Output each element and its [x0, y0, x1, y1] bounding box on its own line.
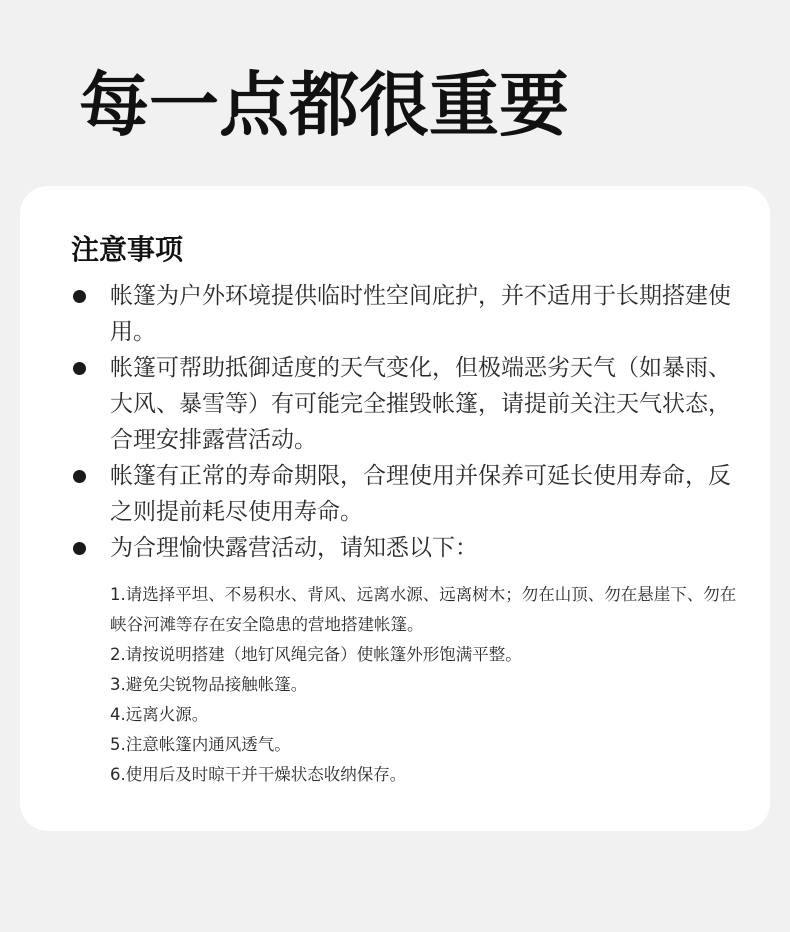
section-title: 注意事项	[71, 233, 184, 266]
tip-item: 2.请按说明搭建（地钉风绳完备）使帐篷外形饱满平整。	[110, 645, 522, 664]
bullet-text: 帐篷有正常的寿命期限，合理使用并保养可延长使用寿命，反之则提前耗尽使用寿命。	[110, 463, 731, 525]
camping-tips-list	[110, 580, 740, 790]
bullet-item	[71, 278, 741, 350]
tip-item: 1.请选择平坦、不易积水、背风、远离水源、远离树木；勿在山顶、勿在悬崖下、勿在峡谷河滩等存在安全隐患的营地搭建帐篷。	[110, 585, 737, 634]
bullet-item	[71, 458, 741, 530]
bullet-dot-icon	[73, 542, 86, 555]
notice-card	[20, 186, 770, 831]
tip-item: 6.使用后及时晾干并干燥状态收纳保存。	[110, 765, 407, 784]
bullet-dot-icon	[73, 470, 86, 483]
bullet-item	[71, 530, 741, 566]
bullet-item	[71, 350, 741, 458]
tip-item: 5.注意帐篷内通风透气。	[110, 735, 291, 754]
bullet-text: 帐篷可帮助抵御适度的天气变化，但极端恶劣天气（如暴雨、大风、暴雪等）有可能完全摧毁帐篷，请提前关注天气状态，合理安排露营活动。	[110, 355, 731, 453]
bullet-dot-icon	[73, 362, 86, 375]
page-title: 每一点都很重要	[79, 64, 569, 146]
tip-item: 4.远离火源。	[110, 705, 209, 724]
notice-bullet-list	[71, 278, 741, 566]
tip-item: 3.避免尖锐物品接触帐篷。	[110, 675, 308, 694]
bullet-text: 为合理愉快露营活动，请知悉以下：	[110, 535, 478, 561]
bullet-text: 帐篷为户外环境提供临时性空间庇护，并不适用于长期搭建使用。	[110, 283, 731, 345]
bullet-dot-icon	[73, 290, 86, 303]
